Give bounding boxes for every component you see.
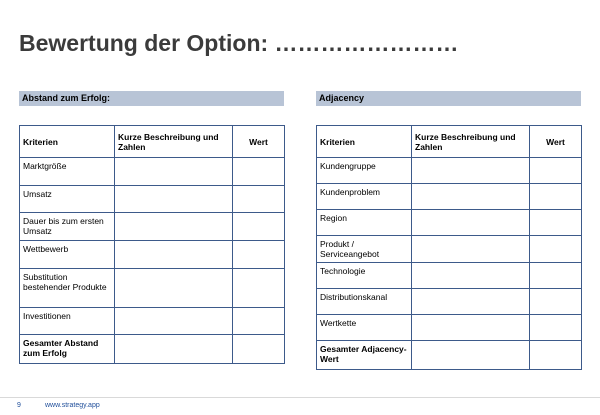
criterion-label: Distributionskanal bbox=[317, 289, 412, 315]
section-header-adjacency: Adjacency bbox=[316, 91, 581, 106]
description-cell[interactable] bbox=[412, 263, 530, 289]
description-cell[interactable] bbox=[115, 213, 233, 241]
description-cell[interactable] bbox=[412, 236, 530, 263]
value-cell[interactable] bbox=[233, 269, 285, 308]
criterion-label: Umsatz bbox=[20, 186, 115, 213]
value-cell[interactable] bbox=[233, 308, 285, 335]
description-cell[interactable] bbox=[115, 241, 233, 269]
criterion-label: Wertkette bbox=[317, 315, 412, 341]
description-cell[interactable] bbox=[412, 315, 530, 341]
column-header-kriterien: Kriterien bbox=[317, 126, 412, 158]
total-label: Gesamter Adjacency-Wert bbox=[317, 341, 412, 370]
criterion-label: Kundengruppe bbox=[317, 158, 412, 184]
section-header-abstand: Abstand zum Erfolg: bbox=[19, 91, 284, 106]
description-cell[interactable] bbox=[412, 341, 530, 370]
value-cell[interactable] bbox=[530, 184, 582, 210]
description-cell[interactable] bbox=[412, 184, 530, 210]
value-cell[interactable] bbox=[530, 210, 582, 236]
value-cell[interactable] bbox=[530, 289, 582, 315]
column-header-beschreibung: Kurze Beschreibung und Zahlen bbox=[412, 126, 530, 158]
value-cell[interactable] bbox=[233, 335, 285, 364]
criterion-label: Kundenproblem bbox=[317, 184, 412, 210]
criterion-label: Substitution bestehender Produkte bbox=[20, 269, 115, 308]
description-cell[interactable] bbox=[115, 186, 233, 213]
value-cell[interactable] bbox=[233, 158, 285, 186]
description-cell[interactable] bbox=[115, 269, 233, 308]
value-cell[interactable] bbox=[530, 236, 582, 263]
total-label: Gesamter Abstand zum Erfolg bbox=[20, 335, 115, 364]
column-header-wert: Wert bbox=[530, 126, 582, 158]
abstand-table bbox=[19, 125, 285, 364]
value-cell[interactable] bbox=[530, 315, 582, 341]
value-cell[interactable] bbox=[233, 186, 285, 213]
criterion-label: Marktgröße bbox=[20, 158, 115, 186]
footer-url[interactable]: www.strategy.app bbox=[45, 402, 100, 409]
criterion-label: Investitionen bbox=[20, 308, 115, 335]
value-cell[interactable] bbox=[530, 341, 582, 370]
column-header-beschreibung: Kurze Beschreibung und Zahlen bbox=[115, 126, 233, 158]
description-cell[interactable] bbox=[412, 210, 530, 236]
description-cell[interactable] bbox=[115, 335, 233, 364]
criterion-label: Region bbox=[317, 210, 412, 236]
value-cell[interactable] bbox=[530, 263, 582, 289]
column-header-kriterien: Kriterien bbox=[20, 126, 115, 158]
value-cell[interactable] bbox=[233, 213, 285, 241]
criterion-label: Wettbewerb bbox=[20, 241, 115, 269]
value-cell[interactable] bbox=[233, 241, 285, 269]
footer-divider bbox=[0, 397, 600, 398]
description-cell[interactable] bbox=[412, 289, 530, 315]
criterion-label: Technologie bbox=[317, 263, 412, 289]
description-cell[interactable] bbox=[412, 158, 530, 184]
criterion-label: Dauer bis zum ersten Umsatz bbox=[20, 213, 115, 241]
page-title: Bewertung der Option: …………………… bbox=[19, 30, 459, 56]
page-number: 9 bbox=[17, 402, 21, 409]
description-cell[interactable] bbox=[115, 158, 233, 186]
column-header-wert: Wert bbox=[233, 126, 285, 158]
value-cell[interactable] bbox=[530, 158, 582, 184]
criterion-label: Produkt / Serviceangebot bbox=[317, 236, 412, 263]
description-cell[interactable] bbox=[115, 308, 233, 335]
adjacency-table bbox=[316, 125, 582, 370]
